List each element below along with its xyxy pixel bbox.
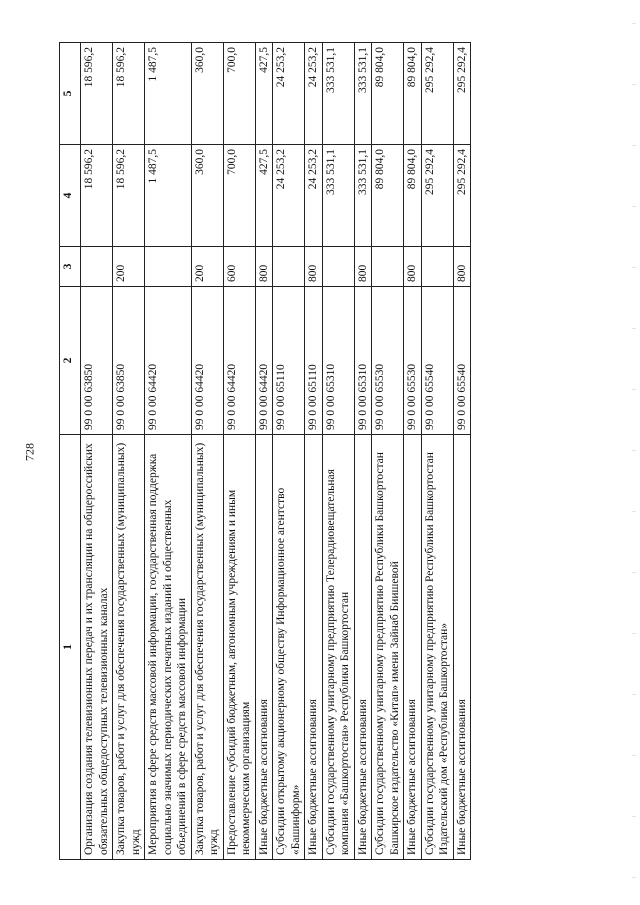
cell-value-5: 427,5 xyxy=(255,43,273,145)
cell-code: 99 0 00 65530 xyxy=(404,287,422,435)
cell-code: 99 0 00 63850 xyxy=(113,287,145,435)
cell-name: Мероприятия в сфере средств массовой информации, государственная поддержка социально значимых периодических печатных изданий и общественных объединений в сфере средств массовой информации xyxy=(145,435,192,860)
cell-name: Иные бюджетные ассигнования xyxy=(354,435,372,860)
cell-value-4: 24 253,2 xyxy=(305,145,323,247)
table-row xyxy=(113,43,145,860)
rotated-page-content xyxy=(59,43,582,860)
table-row xyxy=(81,43,113,860)
header-col-1: 1 xyxy=(60,435,81,860)
page-number: 728 xyxy=(22,443,37,461)
cell-value-4: 295 292,4 xyxy=(453,145,471,247)
table-row xyxy=(453,43,471,860)
header-col-5: 5 xyxy=(60,43,81,145)
cell-type: 600 xyxy=(223,247,255,287)
cell-value-4: 360,0 xyxy=(191,145,223,247)
table-row xyxy=(354,43,372,860)
cell-value-5: 18 596,2 xyxy=(81,43,113,145)
cell-code: 99 0 00 65540 xyxy=(421,287,453,435)
scan-edge-noise xyxy=(632,0,636,905)
cell-value-5: 295 292,4 xyxy=(453,43,471,145)
cell-type xyxy=(421,247,453,287)
table-row xyxy=(255,43,273,860)
cell-value-4: 427,5 xyxy=(255,145,273,247)
cell-code: 99 0 00 64420 xyxy=(223,287,255,435)
cell-name: Субсидии государственному унитарному предприятию Республики Башкортостан Башкирское издательство «Китап» имени Зайнаб Биишевой xyxy=(372,435,404,860)
cell-value-4: 333 531,1 xyxy=(354,145,372,247)
cell-value-5: 360,0 xyxy=(191,43,223,145)
table-row xyxy=(372,43,404,860)
cell-type xyxy=(145,247,192,287)
cell-type: 800 xyxy=(305,247,323,287)
cell-name: Закупка товаров, работ и услуг для обеспечения государственных (муниципальных) нужд xyxy=(191,435,223,860)
header-col-2: 2 xyxy=(60,287,81,435)
cell-name: Предоставление субсидий бюджетным, автономным учреждениям и иным некоммерческим организациям xyxy=(223,435,255,860)
table-row xyxy=(322,43,354,860)
cell-value-5: 89 804,0 xyxy=(404,43,422,145)
table-row xyxy=(191,43,223,860)
cell-name: Иные бюджетные ассигнования xyxy=(404,435,422,860)
cell-type xyxy=(81,247,113,287)
cell-type xyxy=(273,247,305,287)
cell-type: 200 xyxy=(191,247,223,287)
cell-value-5: 295 292,4 xyxy=(421,43,453,145)
cell-code: 99 0 00 65530 xyxy=(372,287,404,435)
cell-code: 99 0 00 65540 xyxy=(453,287,471,435)
table-header-row xyxy=(60,43,81,860)
cell-code: 99 0 00 65110 xyxy=(273,287,305,435)
cell-code: 99 0 00 64420 xyxy=(191,287,223,435)
cell-value-5: 89 804,0 xyxy=(372,43,404,145)
budget-table xyxy=(59,42,471,860)
table-row xyxy=(404,43,422,860)
cell-value-4: 24 253,2 xyxy=(273,145,305,247)
cell-code: 99 0 00 65310 xyxy=(322,287,354,435)
table-row xyxy=(145,43,192,860)
cell-name: Иные бюджетные ассигнования xyxy=(305,435,323,860)
header-col-4: 4 xyxy=(60,145,81,247)
cell-code: 99 0 00 65110 xyxy=(305,287,323,435)
cell-name: Закупка товаров, работ и услуг для обеспечения государственных (муниципальных) нужд xyxy=(113,435,145,860)
cell-value-5: 24 253,2 xyxy=(273,43,305,145)
cell-value-5: 18 596,2 xyxy=(113,43,145,145)
table-row xyxy=(223,43,255,860)
cell-name: Иные бюджетные ассигнования xyxy=(255,435,273,860)
header-col-3: 3 xyxy=(60,247,81,287)
cell-value-4: 89 804,0 xyxy=(404,145,422,247)
cell-type: 800 xyxy=(453,247,471,287)
cell-code: 99 0 00 64420 xyxy=(145,287,192,435)
cell-value-4: 89 804,0 xyxy=(372,145,404,247)
cell-code: 99 0 00 63850 xyxy=(81,287,113,435)
cell-type: 800 xyxy=(354,247,372,287)
cell-value-5: 24 253,2 xyxy=(305,43,323,145)
cell-name: Субсидии государственному унитарному предприятию Республики Башкортостан Издательский дом «Республика Башкортостан» xyxy=(421,435,453,860)
cell-value-5: 333 531,1 xyxy=(322,43,354,145)
cell-name: Субсидии открытому акционерному обществу Информационное агентство «Башинформ» xyxy=(273,435,305,860)
table-row xyxy=(421,43,453,860)
cell-code: 99 0 00 65310 xyxy=(354,287,372,435)
cell-value-4: 18 596,2 xyxy=(81,145,113,247)
cell-type xyxy=(372,247,404,287)
cell-name: Организация создания телевизионных передач и их трансляции на общероссийских обязательных общедоступных телевизионных каналах xyxy=(81,435,113,860)
cell-type: 800 xyxy=(404,247,422,287)
cell-value-5: 700,0 xyxy=(223,43,255,145)
cell-type xyxy=(322,247,354,287)
cell-value-5: 1 487,5 xyxy=(145,43,192,145)
cell-value-4: 295 292,4 xyxy=(421,145,453,247)
cell-name: Иные бюджетные ассигнования xyxy=(453,435,471,860)
table-row xyxy=(273,43,305,860)
cell-value-4: 18 596,2 xyxy=(113,145,145,247)
cell-value-5: 333 531,1 xyxy=(354,43,372,145)
cell-code: 99 0 00 64420 xyxy=(255,287,273,435)
cell-type: 800 xyxy=(255,247,273,287)
cell-value-4: 333 531,1 xyxy=(322,145,354,247)
table-row xyxy=(305,43,323,860)
cell-value-4: 1 487,5 xyxy=(145,145,192,247)
cell-value-4: 700,0 xyxy=(223,145,255,247)
cell-type: 200 xyxy=(113,247,145,287)
cell-name: Субсидии государственному унитарному предприятию Телерадиовещательная компания «Башкортостан» Республики Башкортостан xyxy=(322,435,354,860)
